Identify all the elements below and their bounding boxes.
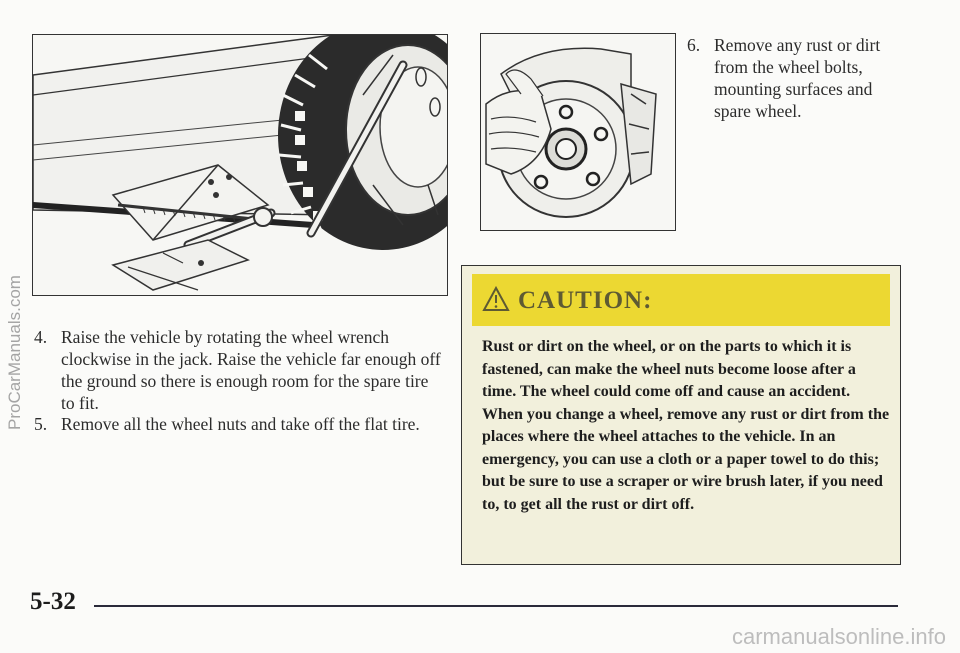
step-6-number: 6. <box>687 35 701 55</box>
step-4-text: Raise the vehicle by rotating the wheel wrench clockwise in the jack. Raise the vehicle far enough off the ground so there is enough room for the spare tire to fit. <box>61 327 441 413</box>
caution-box <box>461 265 901 565</box>
hub-drawing <box>481 34 675 230</box>
hub-cleaning-illustration <box>480 33 676 231</box>
jack-illustration <box>32 34 448 296</box>
watermark-left: ProCarManuals.com <box>5 275 24 430</box>
caution-header <box>472 274 890 326</box>
step-5-number: 5. <box>34 414 48 434</box>
caution-title: CAUTION: <box>518 287 653 314</box>
caution-text: Rust or dirt on the wheel, or on the parts to which it is fastened, can make the wheel nuts become loose after a time. The wheel could come off and cause an accident. When you change a wheel, remove any rust or dirt from the places where the wheel attaches to the vehicle. In an emergency, you can use a cloth or a paper towel to do this; but be sure to use a scraper or wire brush later, if you need to, to get all the rust or dirt off. <box>482 338 890 513</box>
step-6-text: Remove any rust or dirt from the wheel bolts, mounting surfaces and spare wheel. <box>714 35 881 121</box>
page-number: 5-32 <box>30 588 76 615</box>
step-5-text: Remove all the wheel nuts and take off the flat tire. <box>61 414 420 434</box>
footer-divider <box>94 605 898 607</box>
warning-triangle-icon <box>482 286 510 312</box>
step-4-number: 4. <box>34 327 48 347</box>
jack-wheel-drawing <box>33 35 447 295</box>
watermark-bottom: carmanualsonline.info <box>731 624 946 649</box>
